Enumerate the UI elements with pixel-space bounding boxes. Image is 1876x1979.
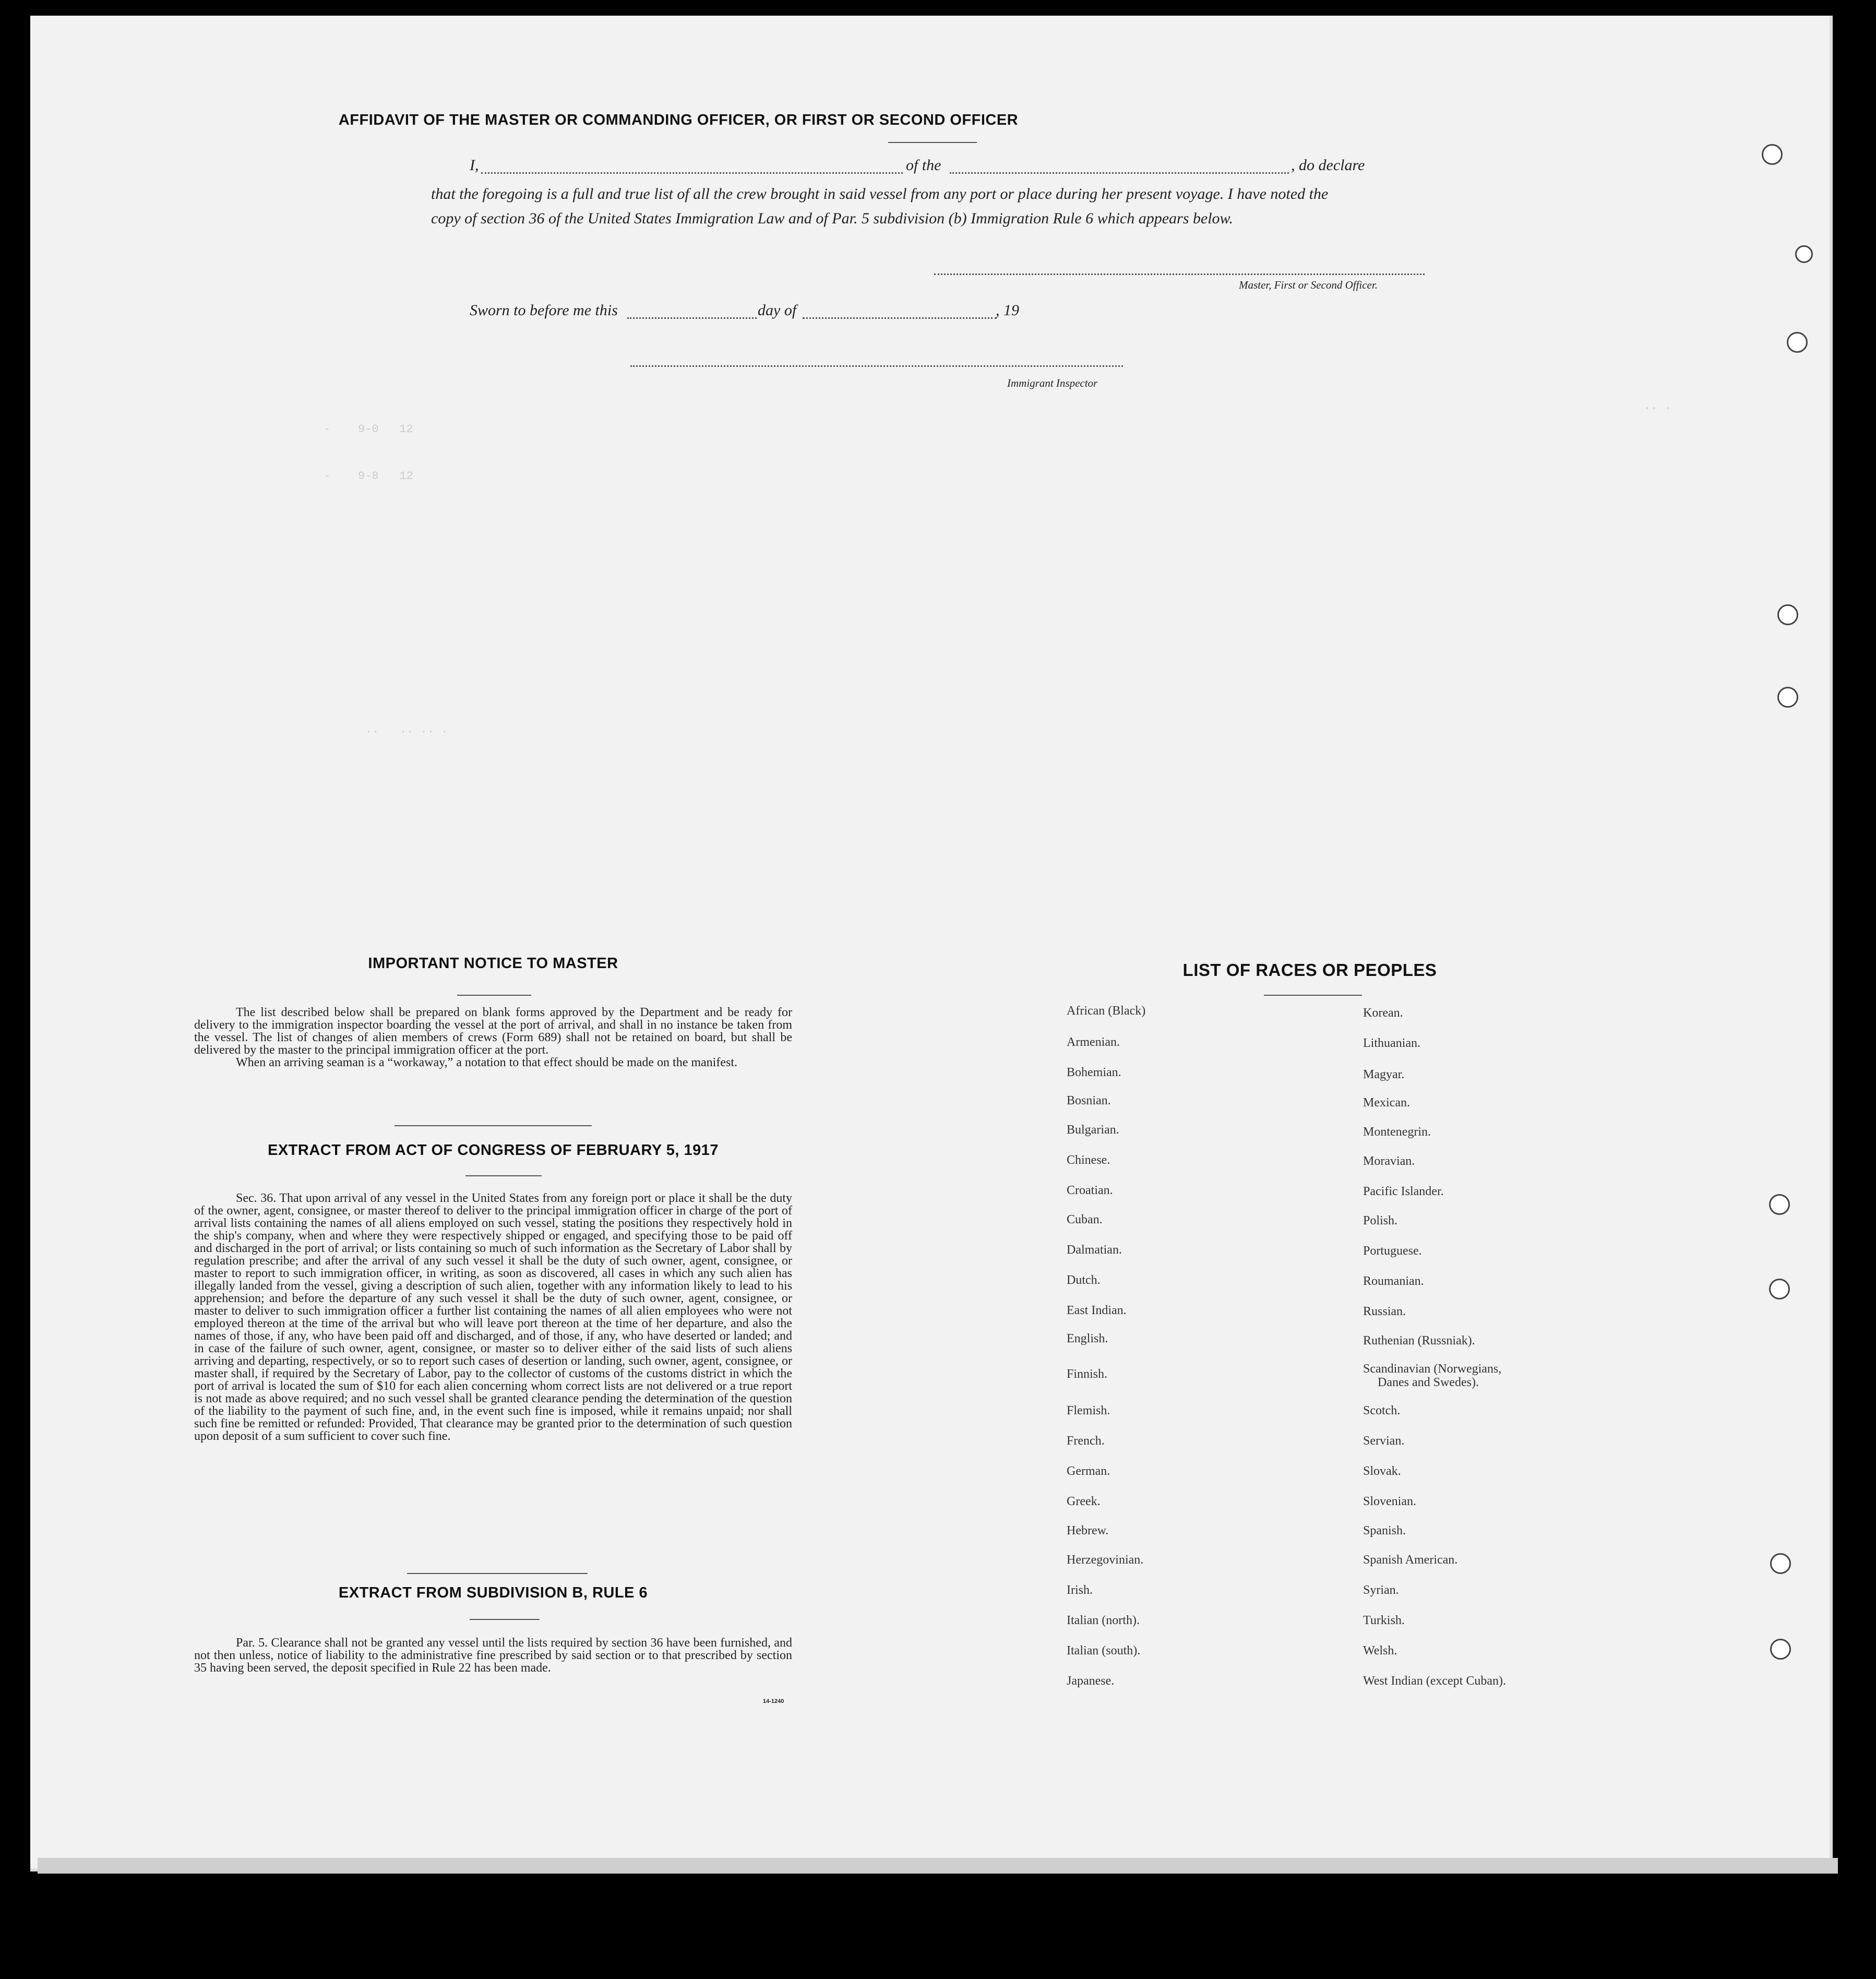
statement-line-2: copy of section 36 of the United States Immigration Law and of Par. 5 subdivision (b) Immigration Rule 6 which appears below. — [431, 210, 1233, 227]
race-right-item: Welsh. — [1363, 1644, 1397, 1658]
notice-text — [194, 1006, 792, 1069]
race-left-item: Herzegovinian. — [1067, 1553, 1144, 1567]
bleed-through-marks: ·· · — [1644, 402, 1671, 415]
statement-line-1: that the foregoing is a full and true list of all the crew brought in said vessel from any port or place during her present voyage. I have noted the — [431, 185, 1329, 202]
underlying-page-edge — [38, 1858, 1838, 1874]
paragraph-5-text: Par. 5. Clearance shall not be granted any vessel until the lists required by section 36 have been furnished, and not then unless, notice of liability to the administrative fine prescribed by said section or to that prescribed by section 35 having been served, the deposit specified in Rule 22 has been made. — [194, 1636, 792, 1675]
binder-hole — [1787, 332, 1808, 353]
bleed-through-marks: ·· ·· ·· · — [365, 725, 448, 738]
year-prefix: , 19 — [996, 302, 1019, 319]
binder-hole — [1770, 1553, 1791, 1574]
affidavit-title: AFFIDAVIT OF THE MASTER OR COMMANDING OFFICER, OR FIRST OR SECOND OFFICER — [338, 112, 1019, 128]
inspector-signature-field[interactable] — [630, 365, 1123, 367]
binder-hole — [1795, 245, 1813, 263]
rule-title-underline — [470, 1619, 540, 1620]
race-left-item: Hebrew. — [1067, 1524, 1109, 1537]
race-right-item: Syrian. — [1363, 1583, 1399, 1597]
day-of-label: day of — [758, 302, 797, 319]
race-right-item: Russian. — [1363, 1305, 1406, 1318]
race-right-item: Lithuanian. — [1363, 1036, 1420, 1050]
bleed-through-marks: - 9-0 12 — [324, 423, 413, 436]
race-right-item: Spanish American. — [1363, 1553, 1458, 1567]
race-right-item: Spanish. — [1363, 1524, 1406, 1537]
race-left-item: Armenian. — [1067, 1035, 1120, 1049]
race-left-item: Croatian. — [1067, 1184, 1113, 1197]
binder-hole — [1770, 1639, 1791, 1660]
race-left-item: Italian (south). — [1067, 1644, 1141, 1658]
race-right-item: Scotch. — [1363, 1404, 1401, 1417]
race-right-item: Turkish. — [1363, 1614, 1405, 1627]
race-right-item: Pacific Islander. — [1363, 1185, 1444, 1198]
sworn-label: Sworn to before me this — [470, 302, 618, 319]
races-title-underline — [1264, 995, 1362, 996]
rule-extract-title: EXTRACT FROM SUBDIVISION B, RULE 6 — [338, 1584, 648, 1601]
sworn-day-field[interactable] — [627, 317, 757, 319]
race-left-item: Greek. — [1067, 1495, 1101, 1508]
act-extract-text — [194, 1192, 792, 1442]
officer-signature-field[interactable] — [934, 273, 1425, 275]
notice-paragraph-1: The list described below shall be prepared on blank forms approved by the Department and be ready for delivery to the immigration inspector boarding the vessel at the port of arrival, and shall in no instance be taken from the vessel. The list of changes of alien members of crews (Form 689) shall not be retained on board, but shall be delivered by the master to the principal immigration officer at the port. — [194, 1006, 792, 1057]
declare-label: , do declare — [1291, 157, 1365, 174]
act-extract-title: EXTRACT FROM ACT OF CONGRESS OF FEBRUARY 5, 1917 — [267, 1142, 719, 1159]
rule-extract-text — [194, 1637, 792, 1674]
act-title-underline — [465, 1175, 542, 1176]
binder-hole — [1777, 604, 1798, 625]
notice-title: IMPORTANT NOTICE TO MASTER — [368, 955, 618, 972]
name-field[interactable] — [481, 172, 903, 174]
race-left-item: Chinese. — [1067, 1153, 1110, 1167]
binder-hole — [1769, 1279, 1790, 1300]
title-underline — [888, 142, 977, 143]
binder-hole — [1769, 1194, 1790, 1215]
officer-signature-caption: Master, First or Second Officer. — [1239, 279, 1378, 291]
race-right-item: Korean. — [1363, 1006, 1403, 1020]
race-left-item: Bohemian. — [1067, 1066, 1121, 1079]
race-right-item: Mexican. — [1363, 1096, 1410, 1110]
race-left-item: German. — [1067, 1464, 1110, 1478]
affiant-line — [470, 157, 1430, 177]
binder-hole — [1777, 687, 1798, 708]
race-left-item: Flemish. — [1067, 1404, 1110, 1417]
race-right-item: Servian. — [1363, 1434, 1405, 1448]
form-number: 14-1240 — [763, 1698, 784, 1704]
section-divider — [407, 1573, 588, 1574]
race-left-item: Bulgarian. — [1067, 1123, 1119, 1137]
race-left-item: Japanese. — [1067, 1674, 1115, 1688]
race-left-item: Cuban. — [1067, 1213, 1103, 1226]
sworn-month-field[interactable] — [803, 317, 997, 319]
race-left-item: African (Black) — [1067, 1004, 1146, 1018]
race-right-item: Roumanian. — [1363, 1274, 1424, 1288]
bleed-through-marks: - 9-8 12 — [324, 470, 413, 483]
i-label: I, — [470, 157, 479, 174]
race-left-item: Finnish. — [1067, 1367, 1108, 1381]
race-left-item: Irish. — [1067, 1583, 1093, 1597]
section-36-text: Sec. 36. That upon arrival of any vessel in the United States from any foreign port or place it shall be the duty of the owner, agent, consignee, or master thereof to deliver to the principal immigration officer in charge of the port of arrival lists containing the names of all aliens employed on such vessel, stating the positions they respectively hold in the ship's company, when and where they were respectively shipped or engaged, and specifying those to be paid off and discharged in the port of arrival; or lists containing so much of such information as the Secretary of Labor shall by regulation prescribe; and after the arrival of any such vessel it shall be the duty of such owner, agent, consignee, or master to report to such immigration officer, in writing, as soon as discovered, all cases in which any such alien has illegally landed from the vessel, giving a description of such alien, together with any information likely to lead to his apprehension; and before the departure of any such vessel it shall be the duty of such owner, agent, consignee, or master to deliver to such immigration officer a further list containing the names of all alien employees who were not employed thereon at the time of the arrival but who will leave port thereon at the time of her departure, and also the names of those, if any, who have been paid off and discharged, and of those, if any, who have deserted or landed; and in case of the failure of such owner, agent, consignee, or master so to deliver either of the said lists of such aliens arriving and departing, respectively, or so to report such cases of desertion or landing, such owner, agent, consignee, or master shall, if required by the Secretary of Labor, pay to the collector of customs of the customs district in which the port of arrival is located the sum of $10 for each alien concerning whom correct lists are not delivered or a true report is not made as above required; and no such vessel shall be granted clearance pending the determination of the question of the liability to the payment of such fine, and, in the event such fine is imposed, while it remains unpaid; nor shall such fine be remitted or refunded: Provided, That clearance may be granted prior to the determination of such question upon deposit of a sum sufficient to cover such fine. — [194, 1191, 792, 1443]
race-left-item: English. — [1067, 1332, 1108, 1345]
race-right-item: West Indian (except Cuban). — [1363, 1674, 1506, 1688]
race-right-item: Slovak. — [1363, 1464, 1401, 1478]
race-left-item: Bosnian. — [1067, 1094, 1111, 1107]
race-left-item: East Indian. — [1067, 1304, 1127, 1317]
section-divider — [395, 1125, 592, 1126]
binder-hole — [1762, 144, 1783, 165]
race-right-item: Portuguese. — [1363, 1244, 1422, 1258]
race-right-item: Scandinavian (Norwegians, — [1363, 1362, 1502, 1376]
sworn-line — [470, 302, 1096, 323]
race-left-item: French. — [1067, 1434, 1105, 1448]
race-right-item: Polish. — [1363, 1214, 1398, 1227]
race-right-item: Montenegrin. — [1363, 1125, 1431, 1139]
race-right-item: Slovenian. — [1363, 1495, 1416, 1508]
notice-paragraph-2: When an arriving seaman is a “workaway,” a notation to that effect should be made on the manifest. — [236, 1056, 737, 1069]
of-the-label: of the — [906, 157, 941, 174]
races-list-title: LIST OF RACES OR PEOPLES — [1182, 960, 1437, 980]
notice-title-underline — [457, 995, 531, 996]
race-right-item: Magyar. — [1363, 1068, 1405, 1081]
vessel-field[interactable] — [950, 172, 1289, 174]
race-right-item: Ruthenian (Russniak). — [1363, 1334, 1475, 1348]
race-continuation: Danes and Swedes). — [1378, 1376, 1479, 1389]
race-right-item: Moravian. — [1363, 1154, 1415, 1168]
inspector-caption: Immigrant Inspector — [1007, 377, 1098, 389]
race-left-item: Dutch. — [1067, 1273, 1101, 1287]
race-left-item: Dalmatian. — [1067, 1243, 1122, 1257]
race-left-item: Italian (north). — [1067, 1614, 1140, 1627]
